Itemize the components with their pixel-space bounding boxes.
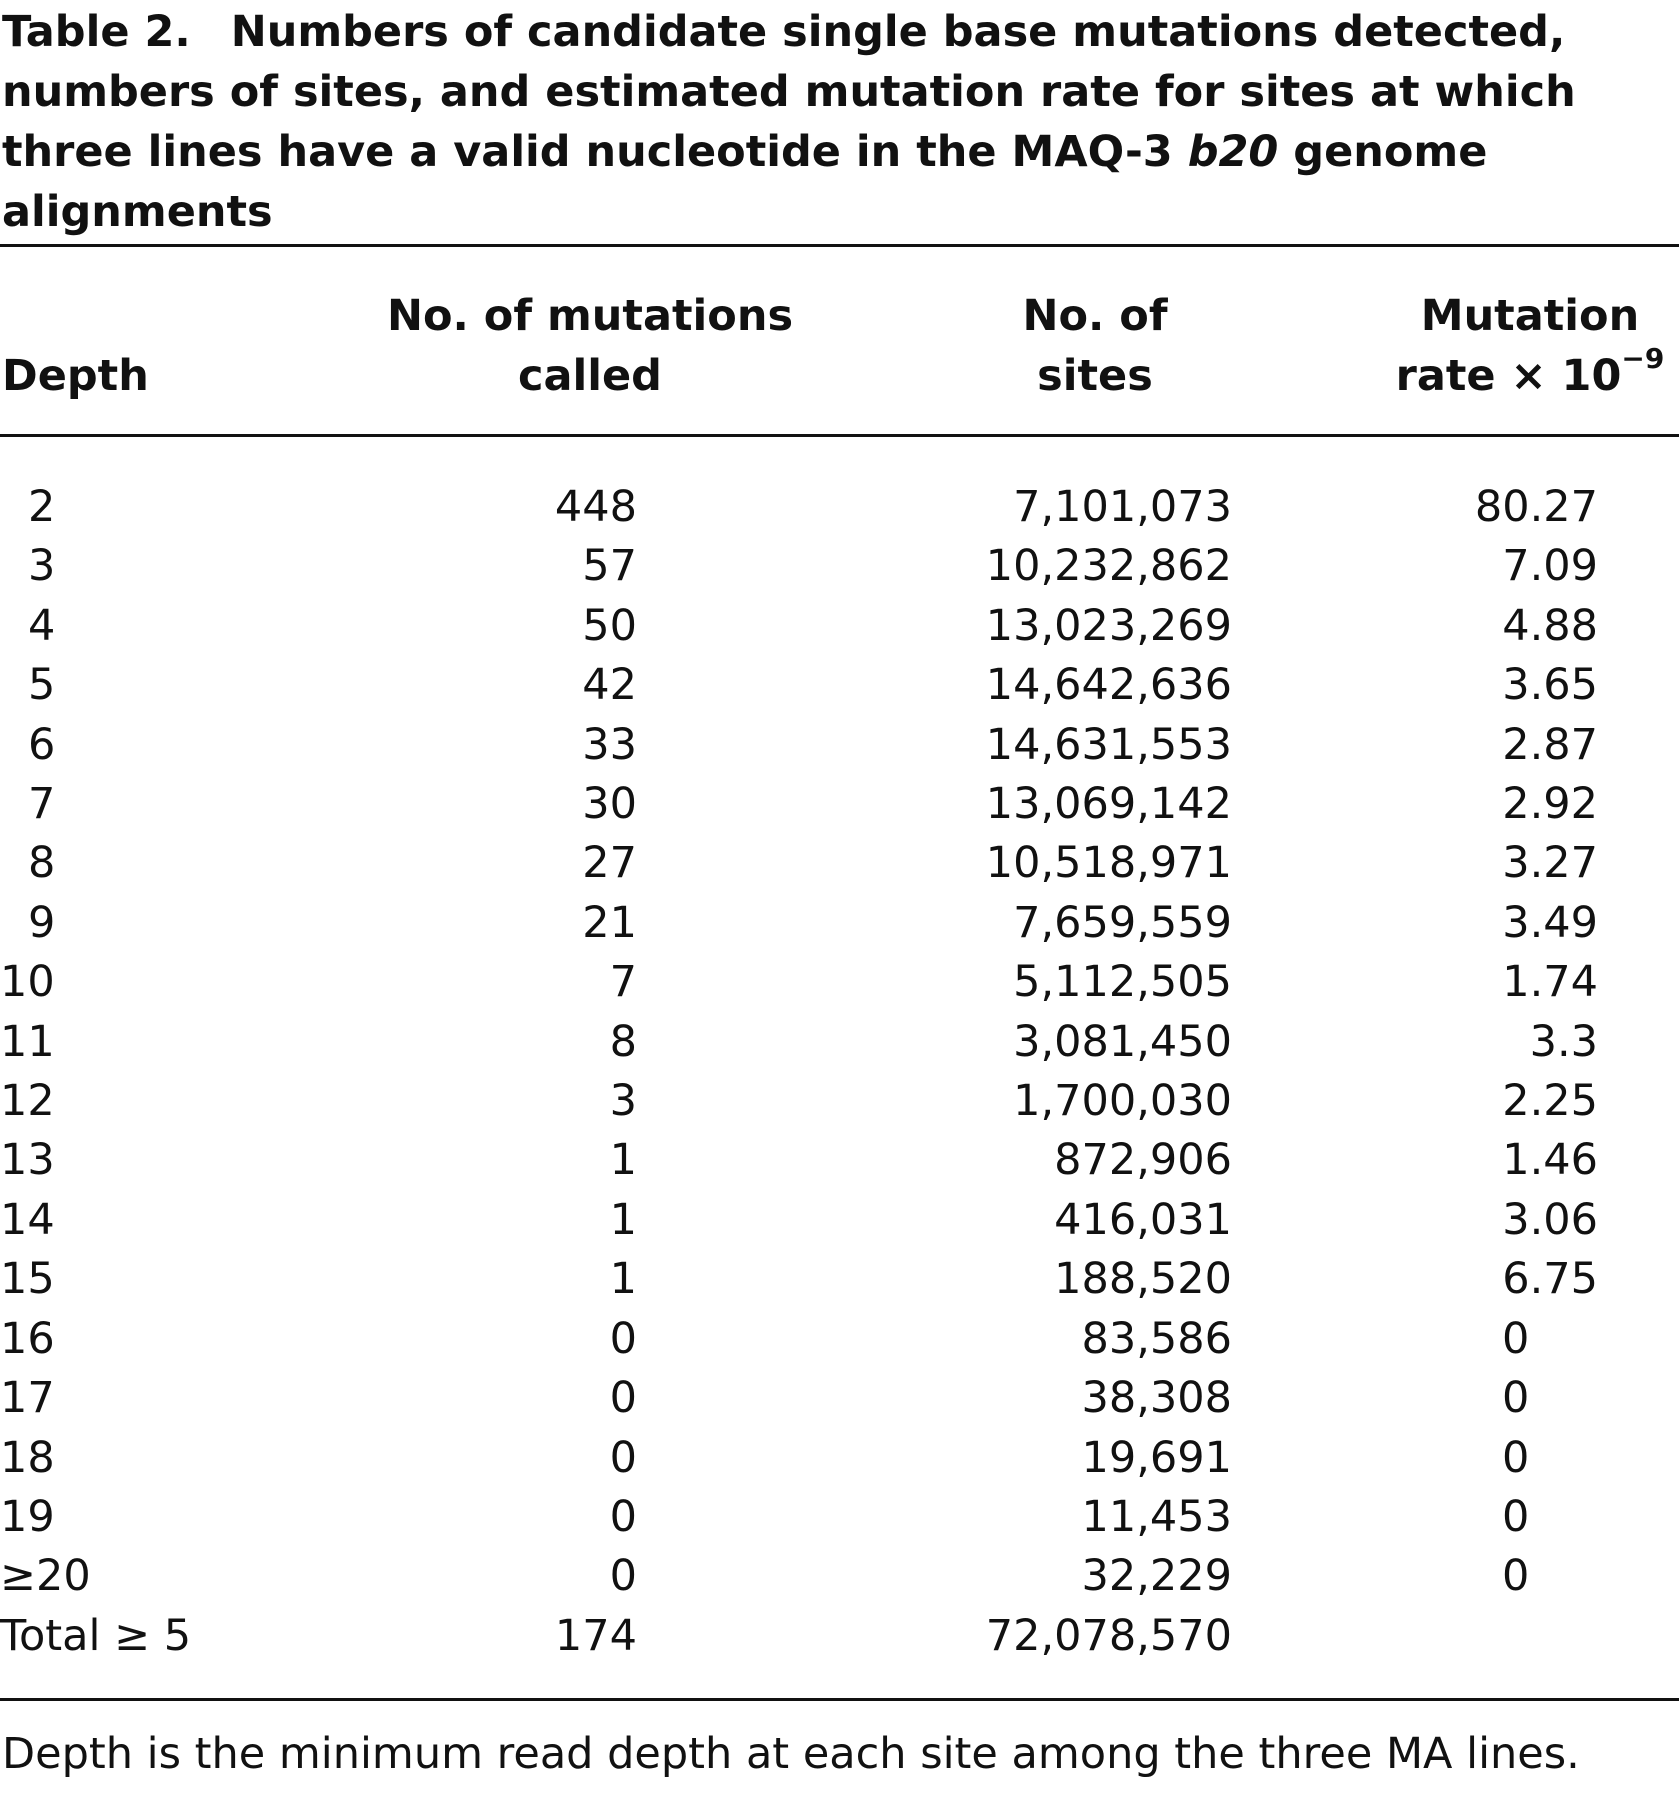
table-row <box>0 716 1598 775</box>
cell-sites: 11,453 <box>1081 1491 1232 1542</box>
cell-rate: 1.46 <box>1502 1135 1598 1186</box>
cell-sites: 14,642,636 <box>985 660 1232 711</box>
table-row <box>0 537 1598 596</box>
cell-mutations: 0 <box>609 1551 637 1602</box>
cell-mutations: 7 <box>609 957 637 1008</box>
cell-sites: 10,518,971 <box>985 838 1232 889</box>
cell-depth: 17 <box>0 1373 55 1424</box>
caption-text-end: genome alignments <box>2 127 1488 237</box>
cell-depth: 12 <box>0 1076 55 1127</box>
cell-rate: 3.3 <box>1529 1016 1598 1067</box>
header-rate-line1: Mutation <box>1420 291 1640 341</box>
cell-mutations: 0 <box>609 1373 637 1424</box>
cell-depth: 15 <box>0 1254 55 1305</box>
cell-rate: 0 <box>1502 1551 1530 1602</box>
cell-rate: 7.09 <box>1502 541 1598 592</box>
cell-sites: 3,081,450 <box>1013 1016 1232 1067</box>
header-rate <box>1385 286 1675 406</box>
cell-mutations: 0 <box>609 1491 637 1542</box>
cell-mutations: 448 <box>554 482 637 532</box>
cell-mutations: 30 <box>582 779 637 830</box>
cell-rate: 0 <box>1502 1313 1530 1364</box>
cell-mutations: 1 <box>609 1194 637 1245</box>
cell-depth: 6 <box>28 719 56 770</box>
cell-sites: 872,906 <box>1054 1135 1232 1186</box>
table-footnote: Depth is the minimum read depth at each site among the three MA lines. <box>2 1729 1580 1779</box>
table-row <box>0 597 1598 656</box>
cell-rate: 0 <box>1502 1432 1530 1483</box>
cell-mutations: 33 <box>582 719 637 770</box>
bottom-rule <box>0 1698 1679 1701</box>
table-row <box>0 1607 1598 1666</box>
cell-rate: 2.25 <box>1502 1076 1598 1127</box>
cell-depth: 11 <box>0 1016 55 1067</box>
table-row <box>0 1131 1598 1190</box>
cell-mutations: 21 <box>582 897 637 948</box>
cell-mutations: 1 <box>609 1254 637 1305</box>
cell-depth: 13 <box>0 1135 55 1186</box>
table-row <box>0 1191 1598 1250</box>
cell-mutations: 3 <box>609 1076 637 1127</box>
cell-rate: 0 <box>1502 1491 1530 1542</box>
table-row <box>0 894 1598 953</box>
table-row <box>0 1429 1598 1488</box>
cell-mutations: 57 <box>582 541 637 592</box>
table-row <box>0 775 1598 834</box>
table-row <box>0 834 1598 893</box>
table-row <box>0 1250 1598 1309</box>
cell-rate: 0 <box>1502 1373 1530 1424</box>
table-row <box>0 1488 1598 1547</box>
header-mutations-line2: called <box>518 351 662 401</box>
table-label: Table 2. <box>2 7 191 57</box>
cell-rate: 2.92 <box>1502 779 1598 830</box>
cell-sites: 416,031 <box>1054 1194 1232 1245</box>
caption-italic: b20 <box>1187 127 1279 177</box>
cell-rate: 3.65 <box>1502 660 1598 711</box>
cell-depth: ≥20 <box>0 1551 91 1602</box>
cell-sites: 38,308 <box>1081 1373 1232 1424</box>
header-mutations-line1: No. of mutations <box>386 291 794 341</box>
cell-sites: 188,520 <box>1054 1254 1232 1305</box>
cell-sites: 83,586 <box>1081 1313 1232 1364</box>
cell-depth: 18 <box>0 1432 55 1483</box>
cell-sites: 72,078,570 <box>985 1610 1232 1661</box>
table-row <box>0 1310 1598 1369</box>
cell-sites: 10,232,862 <box>985 541 1232 592</box>
top-rule <box>0 244 1679 247</box>
table-header <box>0 286 1679 406</box>
cell-rate: 6.75 <box>1502 1254 1598 1305</box>
table-body <box>0 478 1598 1666</box>
cell-sites: 7,659,559 <box>1013 897 1232 948</box>
cell-sites: 19,691 <box>1081 1432 1232 1483</box>
header-rate-line2 <box>1385 342 1675 406</box>
header-sites-line1: No. of <box>1022 291 1168 341</box>
cell-depth: 3 <box>28 541 56 592</box>
cell-depth: 9 <box>28 897 56 948</box>
cell-sites: 1,700,030 <box>1013 1076 1232 1127</box>
cell-depth: 7 <box>28 779 56 830</box>
table-row <box>0 1072 1598 1131</box>
table-row <box>0 1013 1598 1072</box>
cell-depth: 8 <box>28 838 56 889</box>
cell-depth: Total ≥ 5 <box>0 1610 192 1661</box>
cell-rate: 4.88 <box>1502 600 1598 651</box>
cell-depth: 16 <box>0 1313 55 1364</box>
cell-sites: 13,069,142 <box>985 779 1232 830</box>
table-row <box>0 478 1598 537</box>
cell-sites: 14,631,553 <box>985 719 1232 770</box>
cell-sites: 32,229 <box>1081 1551 1232 1602</box>
data-table <box>0 478 1598 1666</box>
cell-rate <box>1232 1607 1598 1666</box>
header-rate-exponent: −9 <box>1621 342 1665 375</box>
table-row <box>0 953 1598 1012</box>
header-depth: Depth <box>2 351 149 401</box>
cell-rate: 1.74 <box>1502 957 1598 1008</box>
table-row <box>0 656 1598 715</box>
table-caption <box>2 0 1678 242</box>
cell-depth: 10 <box>0 957 55 1008</box>
cell-depth: 14 <box>0 1194 55 1245</box>
caption-text: Numbers of candidate single base mutations detected, numbers of sites, and estimated mutation rate for sites at which three lines have a valid nucleotide in the MAQ-3 <box>2 7 1576 177</box>
cell-rate: 3.49 <box>1502 897 1598 948</box>
cell-mutations: 174 <box>554 1610 637 1661</box>
cell-rate: 3.27 <box>1502 838 1598 889</box>
cell-sites: 5,112,505 <box>1013 957 1232 1008</box>
cell-mutations: 42 <box>582 660 637 711</box>
cell-rate: 3.06 <box>1502 1194 1598 1245</box>
header-rate-text: rate × 10 <box>1395 351 1622 401</box>
table-row <box>0 1369 1598 1428</box>
cell-depth: 19 <box>0 1491 55 1542</box>
cell-depth: 4 <box>28 600 56 651</box>
cell-sites: 13,023,269 <box>985 600 1232 651</box>
table-row <box>0 1547 1598 1606</box>
cell-mutations: 27 <box>582 838 637 889</box>
cell-sites: 7,101,073 <box>1013 482 1232 532</box>
cell-depth: 2 <box>28 482 56 532</box>
cell-mutations: 0 <box>609 1313 637 1364</box>
header-sites <box>975 286 1215 406</box>
cell-mutations: 8 <box>609 1016 637 1067</box>
cell-mutations: 0 <box>609 1432 637 1483</box>
cell-mutations: 50 <box>582 600 637 651</box>
header-mutations <box>375 286 805 406</box>
header-rule <box>0 434 1679 437</box>
cell-rate: 80.27 <box>1474 482 1598 532</box>
cell-depth: 5 <box>28 660 56 711</box>
cell-mutations: 1 <box>609 1135 637 1186</box>
header-sites-line2: sites <box>1037 351 1153 401</box>
cell-rate: 2.87 <box>1502 719 1598 770</box>
